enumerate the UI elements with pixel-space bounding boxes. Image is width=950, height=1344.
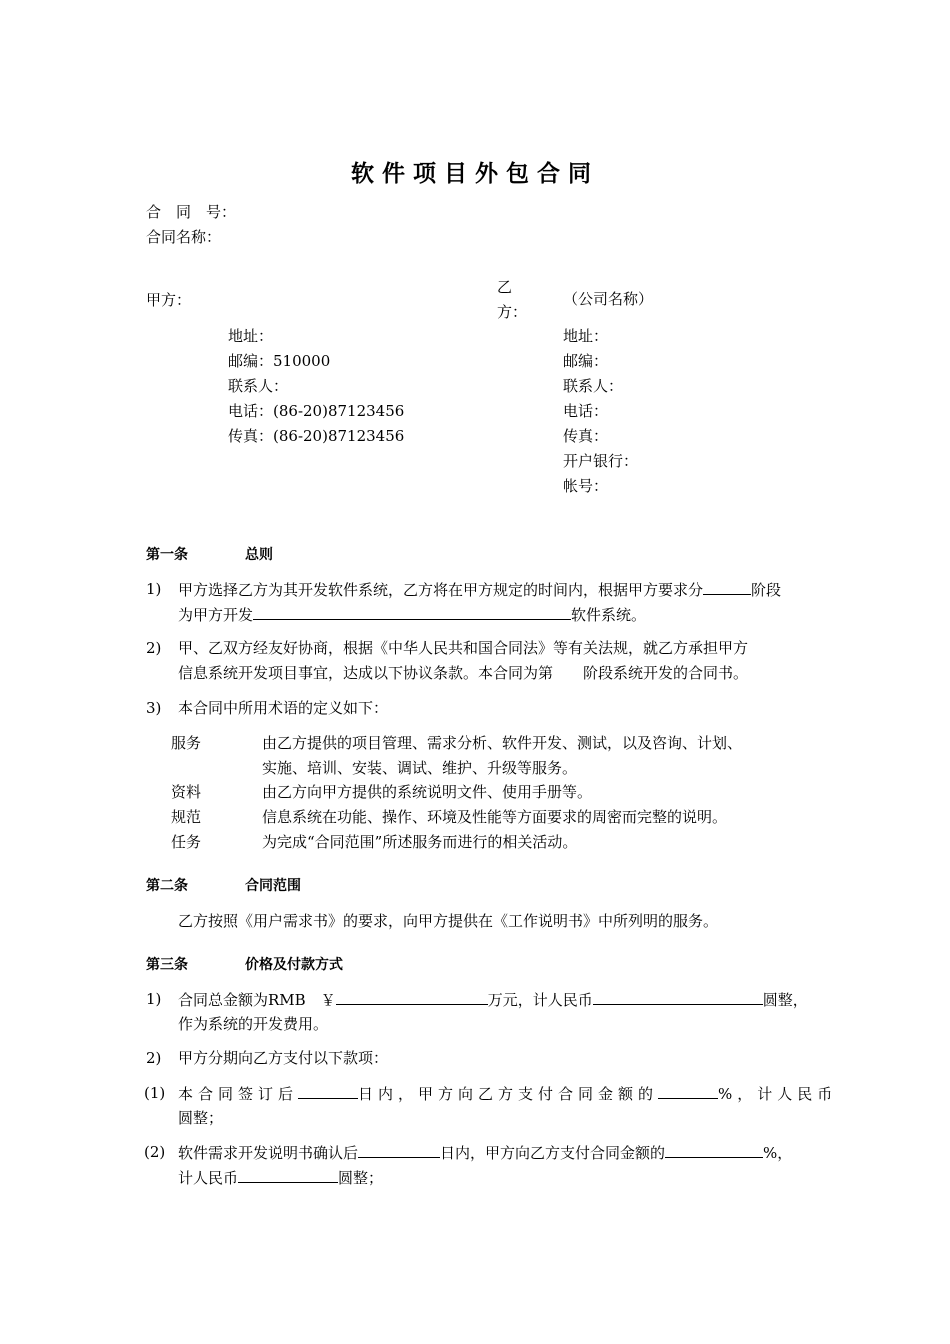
party-b-company: （公司名称）	[563, 290, 654, 308]
article3-item1-number: 1)	[146, 990, 162, 1008]
party-b-bank: 开户银行：	[563, 452, 639, 470]
payment2-amount-blank	[238, 1167, 338, 1183]
payment1-text-b: 日内，甲方向乙方支付合同金额的	[358, 1085, 659, 1103]
payment2-text-d: 计人民币	[178, 1169, 239, 1187]
payment2-text-c: %，	[763, 1144, 793, 1162]
amount-figure-blank	[336, 989, 488, 1005]
article1-item1-number: 1)	[146, 580, 162, 598]
payment2-days-blank	[358, 1142, 440, 1158]
party-b-contact: 联系人：	[563, 377, 624, 395]
term-service: 服务	[171, 734, 202, 752]
system-name-blank	[253, 604, 571, 620]
party-b-postcode: 邮编：	[563, 352, 609, 370]
article1-item1-text-b: 阶段	[751, 581, 782, 599]
stage-count-blank	[703, 579, 751, 595]
article1-item2-line2: 信息系统开发项目事宜，达成以下协议条款。本合同为第 阶段系统开发的合同书。	[178, 664, 749, 682]
payment1-text-a: 本合同签订后	[178, 1085, 299, 1103]
article1-heading: 总则	[245, 547, 273, 563]
party-a-contact: 联系人：	[228, 377, 289, 395]
payment2-percent-blank	[665, 1142, 763, 1158]
party-b-label-top: 乙	[497, 278, 513, 296]
article1-item1-text-c: 为甲方开发	[178, 606, 254, 624]
yuan-label: 圆整，	[762, 991, 808, 1009]
article1-item1-line1	[178, 579, 781, 600]
term-materials-definition: 由乙方向甲方提供的系统说明文件、使用手册等。	[262, 783, 593, 801]
term-service-definition-cont: 实施、培训、安装、调试、维护、升级等服务。	[262, 759, 578, 777]
payment2-number: (2)	[144, 1143, 166, 1161]
party-b-account: 帐号：	[563, 477, 609, 495]
party-b-address: 地址：	[563, 327, 609, 345]
article1-item1-text-a: 甲方选择乙方为其开发软件系统，乙方将在甲方规定的时间内，根据甲方要求分	[178, 581, 704, 599]
article1-item2-line1: 甲、乙双方经友好协商，根据《中华人民共和国合同法》等有关法规，就乙方承担甲方	[178, 639, 749, 657]
article3-item1-line2: 作为系统的开发费用。	[178, 1015, 329, 1033]
term-specification-definition: 信息系统在功能、操作、环境及性能等方面要求的周密而完整的说明。	[262, 808, 728, 826]
article3-item2-text: 甲方分期向乙方支付以下款项：	[178, 1049, 389, 1067]
party-b-label-bottom: 方：	[497, 303, 528, 321]
payment2-line2	[178, 1167, 383, 1188]
total-amount-label: 合同总金额为RMB ￥	[178, 991, 336, 1009]
article2-heading: 合同范围	[245, 878, 301, 894]
article3-item1-line1	[178, 989, 808, 1010]
rmb-label: 万元，计人民币	[487, 991, 593, 1009]
article3-item2-number: 2)	[146, 1049, 162, 1067]
term-task-definition: 为完成“合同范围”所述服务而进行的相关活动。	[262, 833, 578, 851]
article1-item1-text-d: 软件系统。	[571, 606, 647, 624]
article1-item2-number: 2)	[146, 639, 162, 657]
contract-no-label: 合 同 号：	[146, 203, 237, 221]
term-service-definition: 由乙方提供的项目管理、需求分析、软件开发、测试，以及咨询、计划、	[262, 734, 743, 752]
article2-number: 第二条	[146, 878, 188, 894]
term-materials: 资料	[171, 783, 202, 801]
payment1-line2: 圆整；	[178, 1109, 224, 1127]
party-a-phone: 电话：(86-20)87123456	[228, 402, 405, 420]
payment1-number: (1)	[144, 1084, 166, 1102]
payment1-days-blank	[298, 1083, 358, 1099]
party-a-fax: 传真：(86-20)87123456	[228, 427, 405, 445]
party-b-phone: 电话：	[563, 402, 609, 420]
article3-number: 第三条	[146, 957, 188, 973]
payment2-text-a: 软件需求开发说明书确认后	[178, 1144, 359, 1162]
amount-words-blank	[593, 989, 763, 1005]
document-title: 软件项目外包合同	[351, 161, 599, 187]
party-a-label: 甲方：	[146, 291, 192, 309]
article1-item3-number: 3)	[146, 699, 162, 717]
payment1-percent-blank	[658, 1083, 718, 1099]
article1-item3-text: 本合同中所用术语的定义如下：	[178, 699, 389, 717]
article2-text: 乙方按照《用户需求书》的要求，向甲方提供在《工作说明书》中所列明的服务。	[178, 912, 719, 930]
article1-number: 第一条	[146, 547, 188, 563]
article1-item1-line2	[178, 604, 646, 625]
payment1-line1	[178, 1083, 837, 1104]
party-a-postcode: 邮编：510000	[228, 352, 331, 370]
term-specification: 规范	[171, 808, 202, 826]
payment1-text-c: %，计人民币	[718, 1085, 838, 1103]
term-task: 任务	[171, 833, 202, 851]
party-a-address: 地址：	[228, 327, 274, 345]
payment2-text-b: 日内，甲方向乙方支付合同金额的	[440, 1144, 666, 1162]
contract-name-label: 合同名称：	[146, 228, 222, 246]
payment2-text-e: 圆整；	[338, 1169, 384, 1187]
article3-heading: 价格及付款方式	[245, 957, 343, 973]
party-b-fax: 传真：	[563, 427, 609, 445]
payment2-line1	[178, 1142, 792, 1163]
